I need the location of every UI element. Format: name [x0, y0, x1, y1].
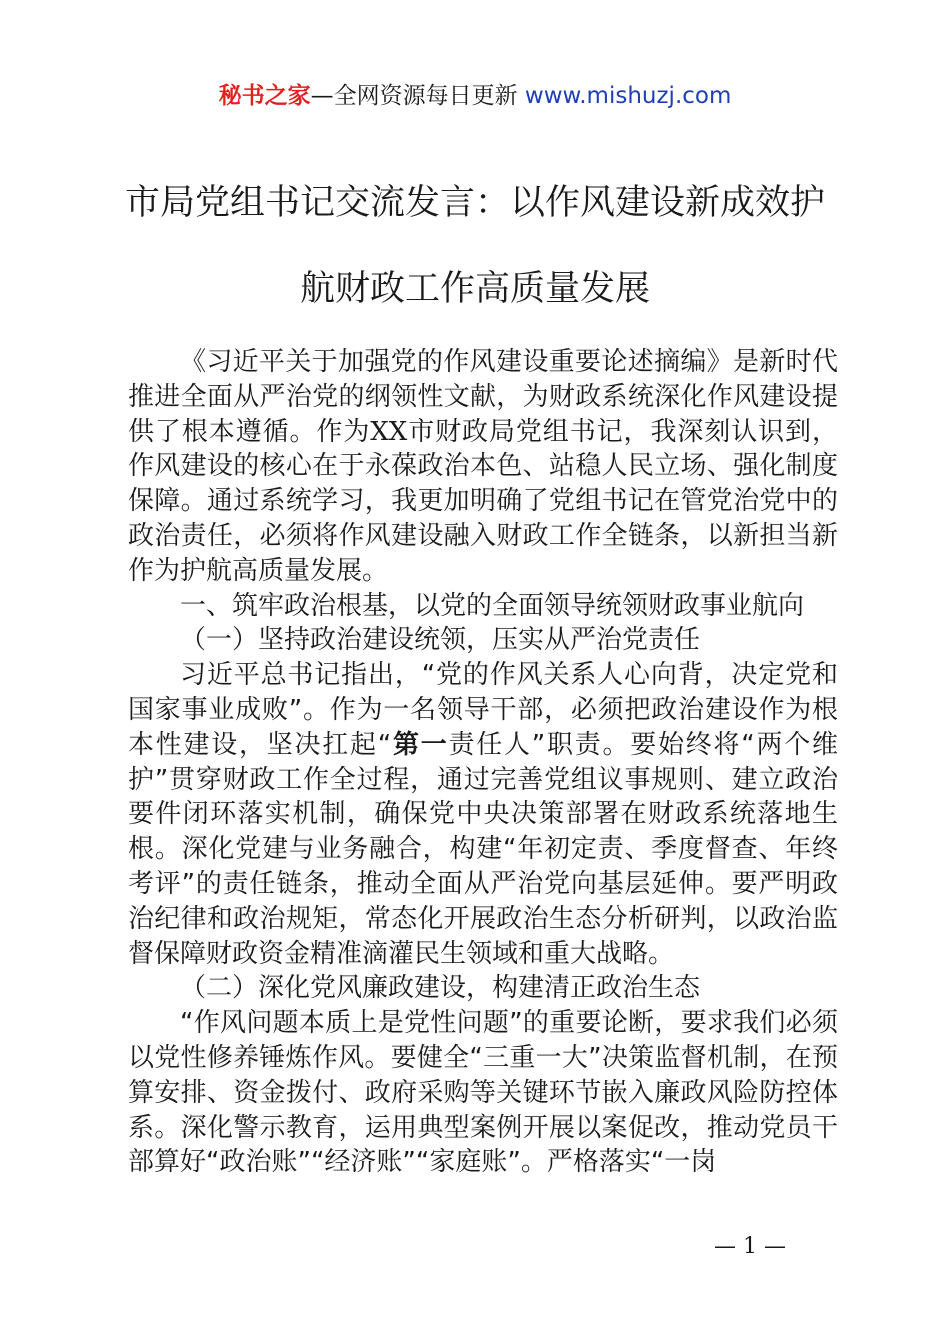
- subsection-heading-2: （二）深化党风廉政建设，构建清正政治生态: [180, 973, 701, 1004]
- site-brand: 秘书之家: [218, 83, 311, 109]
- document-title: [0, 160, 950, 332]
- paragraph-intro-text-a: 《习近平关于加强党的作风建设重要论述摘编》是新时代推进全面从严治党的纲领性文献，为财政系统深化作风建设提供了根本遵循。作为: [128, 347, 838, 447]
- document-body: [128, 345, 838, 1180]
- site-header: [0, 80, 950, 112]
- paragraph-political-text-a: 习近平总书记指出，“党的作风关系人心向背，决定党和国家事业成败”。作为一名领导干部，必须把政治建设作为根本性建设，坚决扛起“: [128, 660, 838, 760]
- site-url[interactable]: www.mishuzj.com: [524, 83, 732, 109]
- paragraph-intro-text-b: 市财政局党组书记，我深刻认识到，作风建设的核心在于永葆政治本色、站稳人民立场、强化制度保障。通过系统学习，我更加明确了党组书记在管党治党中的政治责任，必须将作风建设融入财政工作全链条，以新担当新作为护航高质量发展。: [128, 416, 838, 586]
- paragraph-integrity: “作风问题本质上是党性问题”的重要论断，要求我们必须以党性修养锤炼作风。要健全“三重一大”决策监督机制，在预算安排、资金拨付、政府采购等关键环节嵌入廉政风险防控体系。深化警示教育，运用典型案例开展以案促改，推动党员干部算好“政治账”“经济账”“家庭账”。严格落实“一岗: [128, 1008, 838, 1178]
- site-tagline: —全网资源每日更新: [310, 83, 525, 109]
- document-title-line-2: 航财政工作高质量发展: [299, 269, 650, 309]
- section-heading-1: 一、筑牢政治根基，以党的全面领导统领财政事业航向: [180, 590, 805, 621]
- subsection-heading-1: （一）坚持政治建设统领，压实从严治党责任: [180, 625, 701, 656]
- paragraph-political-building: [128, 658, 838, 971]
- paragraph-intro: [128, 345, 838, 589]
- page-number: — 1 —: [714, 1234, 786, 1259]
- document-title-line-1: 市局党组书记交流发言：以作风建设新成效护: [124, 183, 825, 223]
- paragraph-intro-xx: XX: [370, 416, 408, 447]
- paragraph-political-text-b: 责任人”职责。要始终将“两个维护”贯穿财政工作全过程，通过完善党组议事规则、建立政治要件闭环落实机制，确保党中央决策部署在财政系统落地生根。深化党建与业务融合，构建“年初定责、季度督查、年终考评”的责任链条，推动全面从严治党向基层延伸。要严明政治纪律和政治规矩，常态化开展政治生态分析研判，以政治监督保障财政资金精准滴灌民生领域和重大战略。: [128, 729, 838, 969]
- bold-emphasis: 第一: [391, 729, 449, 760]
